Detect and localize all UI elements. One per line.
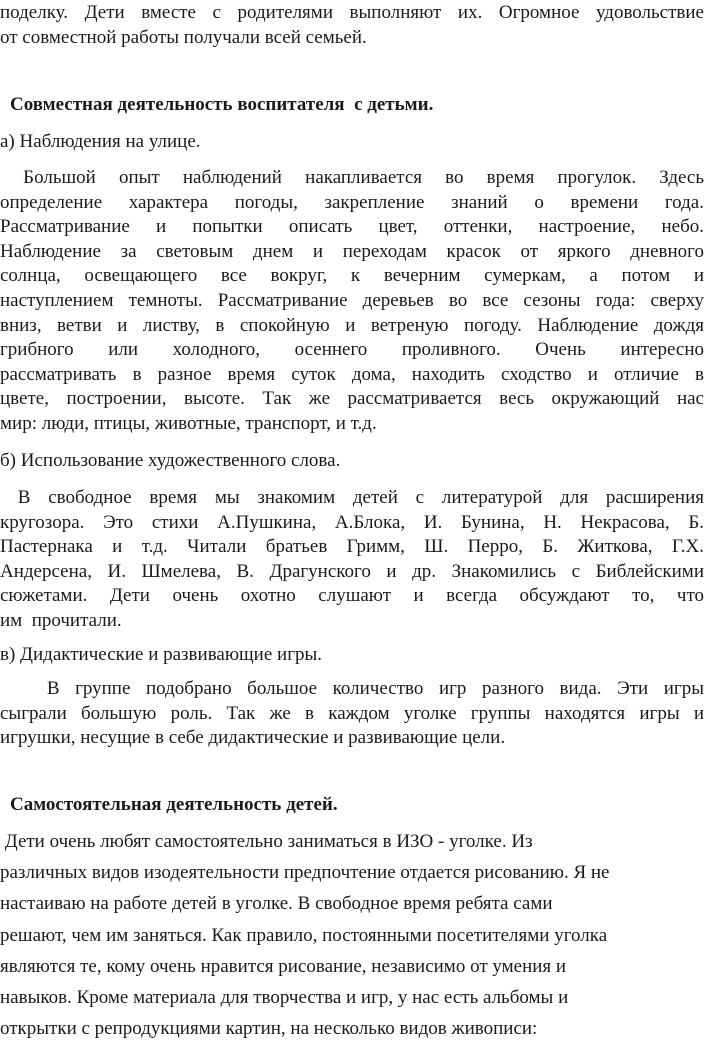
para-a-line: солнца, освещающего все вокруг, к вечерним сумеркам, а потом и bbox=[0, 265, 704, 287]
para-c-line: игрушки, несущие в себе дидактические и развивающие цели. bbox=[0, 727, 506, 749]
para-c-line: сыграли большую роль. Так же в каждом уголке группы находятся игры и bbox=[0, 702, 704, 724]
para-b-line: кругозора. Это стихи А.Пушкина, А.Блока, И. Бунина, Н. Некрасова, Б. bbox=[0, 511, 704, 533]
para-a-line: мир: люди, птицы, животные, транспорт, и т.д. bbox=[0, 412, 377, 434]
para-b-line: Пастернака и т.д. Читали братьев Гримм, Ш. Перро, Б. Житкова, Г.Х. bbox=[0, 536, 704, 558]
para-a-line: цвете, построении, высоте. Так же рассматривается весь окружающий нас bbox=[0, 388, 704, 410]
para-a-line: определение характера погоды, закрепление знаний о времени года. bbox=[0, 191, 704, 213]
para-a-line: грибного или холодного, осеннего проливного. Очень интересно bbox=[0, 339, 704, 361]
para-s2-line: решают, чем им заняться. Как правило, постоянными посетителями уголка bbox=[0, 924, 608, 946]
paragraph-observations bbox=[0, 166, 704, 437]
subheading-literary-word: б) Использование художественного слова. bbox=[0, 450, 341, 471]
section-heading-joint-activity: Совместная деятельность воспитателя с детьми. bbox=[10, 94, 434, 115]
subheading-didactic-games: в) Дидактические и развивающие игры. bbox=[0, 644, 323, 665]
para-s2-line: Дети очень любят самостоятельно заниматься в ИЗО - уголке. Из bbox=[0, 831, 533, 852]
para-b-line: В свободное время мы знакомим детей с литературой для расширения bbox=[0, 487, 704, 508]
para-b-line: им прочитали. bbox=[0, 609, 122, 631]
para-s2-line: настаиваю на работе детей в уголке. В свободное время ребята сами bbox=[0, 893, 553, 915]
para-s2-line: различных видов изодеятельности предпочтение отдается рисованию. Я не bbox=[0, 862, 610, 884]
intro-line-1: поделку. Дети вместе с родителями выполняют их. Огромное удовольствие bbox=[0, 2, 704, 23]
para-s2-line: открытки с репродукциями картин, на несколько видов живописи: bbox=[0, 1018, 538, 1040]
para-b-line: сюжетами. Дети очень охотно слушают и всегда обсуждают то, что bbox=[0, 585, 704, 607]
paragraph-didactic-games bbox=[0, 677, 704, 751]
subheading-observations: а) Наблюдения на улице. bbox=[0, 131, 201, 152]
para-s2-line: навыков. Кроме материала для творчества и игр, у нас есть альбомы и bbox=[0, 987, 569, 1009]
para-s2-line: являются те, кому очень нравится рисование, независимо от умения и bbox=[0, 955, 567, 977]
intro-paragraph bbox=[0, 0, 704, 50]
intro-line-2: от совместной работы получали всей семьей. bbox=[0, 27, 367, 48]
paragraph-independent-activity bbox=[0, 826, 704, 1044]
para-b-line: Андерсена, И. Шмелева, В. Драгунского и др. Знакомились с Библейскими bbox=[0, 560, 704, 582]
para-a-line: Большой опыт наблюдений накапливается во время прогулок. Здесь bbox=[0, 167, 704, 188]
para-a-line: Рассматривание и попытки описать цвет, оттенки, настроение, небо. bbox=[0, 216, 704, 238]
para-a-line: рассматривать в разное время суток дома, находить сходство и отличие в bbox=[0, 363, 704, 385]
para-a-line: наступлением темноты. Рассматривание деревьев во все сезоны года: сверху bbox=[0, 289, 704, 311]
para-a-line: Наблюдение за световым днем и переходам красок от яркого дневного bbox=[0, 240, 704, 262]
paragraph-literary-word bbox=[0, 486, 704, 634]
section-heading-independent-activity: Самостоятельная деятельность детей. bbox=[10, 794, 338, 815]
para-a-line: вниз, ветви и листву, в спокойную и ветреную погоду. Наблюдение дождя bbox=[0, 314, 704, 336]
para-c-line: В группе подобрано большое количество игр разного вида. Эти игры bbox=[0, 678, 704, 699]
